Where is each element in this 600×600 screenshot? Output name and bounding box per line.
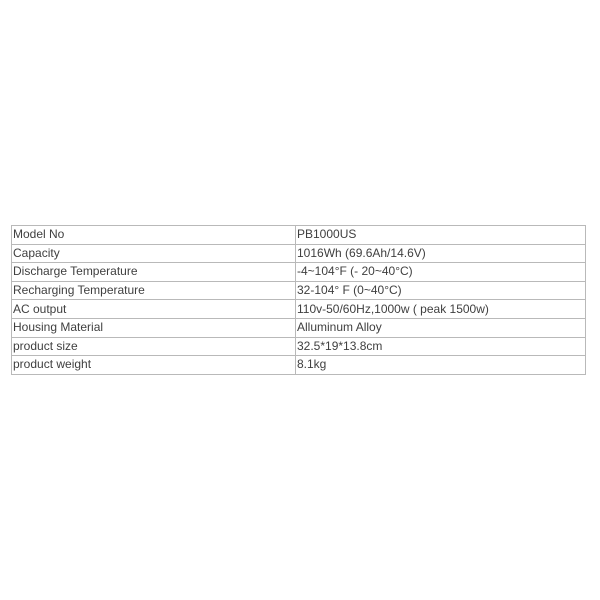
spec-value: Alluminum Alloy [296, 318, 586, 337]
spec-value: -4~104°F (- 20~40°C) [296, 263, 586, 282]
spec-label: AC output [12, 300, 296, 319]
table-row [12, 337, 586, 356]
spec-value: 32-104° F (0~40°C) [296, 281, 586, 300]
spec-label: Discharge Temperature [12, 263, 296, 282]
spec-value: PB1000US [296, 226, 586, 245]
spec-label: Housing Material [12, 318, 296, 337]
spec-table [11, 225, 586, 375]
table-row [12, 300, 586, 319]
table-row [12, 281, 586, 300]
spec-value: 1016Wh (69.6Ah/14.6V) [296, 244, 586, 263]
table-row [12, 226, 586, 245]
spec-label: Recharging Temperature [12, 281, 296, 300]
table-row [12, 318, 586, 337]
spec-label: product size [12, 337, 296, 356]
spec-label: product weight [12, 356, 296, 375]
spec-value: 32.5*19*13.8cm [296, 337, 586, 356]
spec-value: 110v-50/60Hz,1000w ( peak 1500w) [296, 300, 586, 319]
table-row [12, 263, 586, 282]
table-row [12, 356, 586, 375]
spec-label: Capacity [12, 244, 296, 263]
spec-value: 8.1kg [296, 356, 586, 375]
table-row [12, 244, 586, 263]
spec-label: Model No [12, 226, 296, 245]
